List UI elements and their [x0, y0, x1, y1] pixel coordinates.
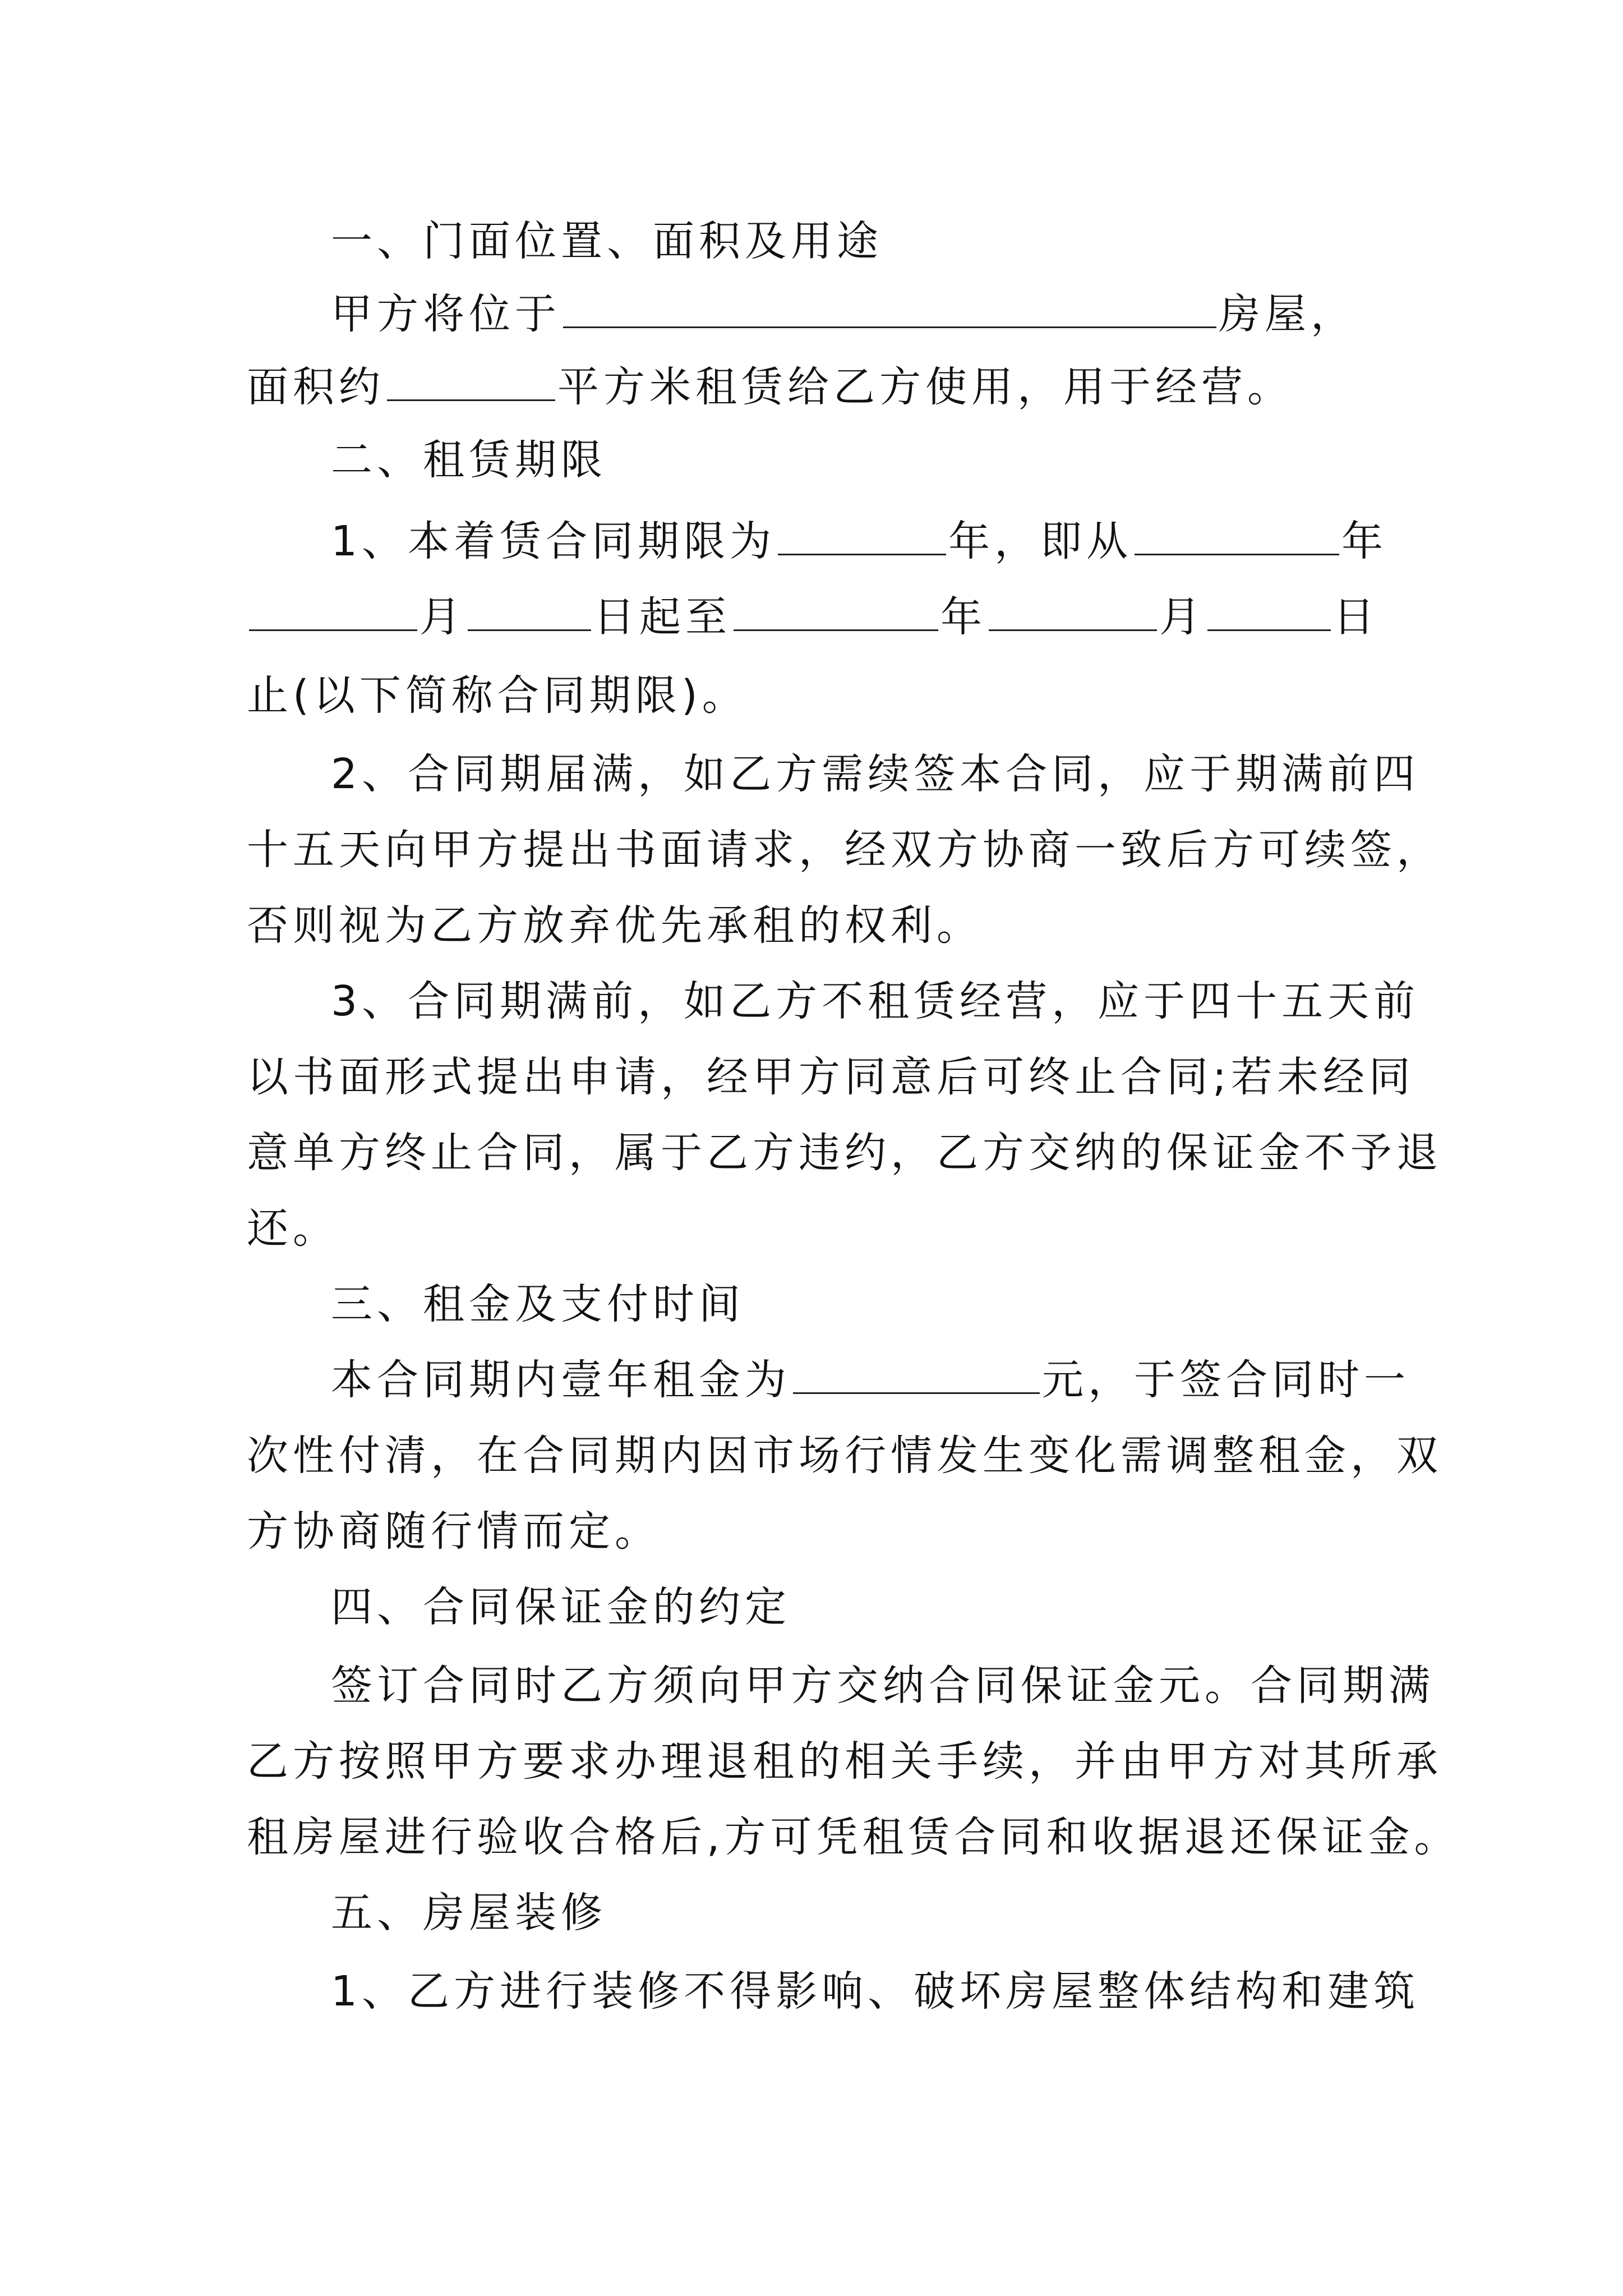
text-segment: 甲方将位于 — [331, 290, 561, 338]
paragraph-line — [331, 740, 1420, 808]
text-segment: 平方米租赁给乙方使用，用于经营。 — [557, 363, 1293, 411]
text-segment: 日 — [1333, 593, 1379, 641]
section-heading-1 — [331, 208, 1402, 275]
text-segment: 1、乙方进行装修不得影响、破坏房屋整体结构和建筑 — [331, 1967, 1420, 2016]
section-heading-3 — [331, 1271, 1402, 1338]
heading-text: 一、门面位置、面积及用途 — [331, 217, 883, 265]
fill-in-blank-years — [778, 514, 946, 555]
text-segment: 十五天向甲方提出书面请求，经双方协商一致后方可续签， — [247, 826, 1442, 874]
text-segment: 2、合同期届满，如乙方需续签本合同，应于期满前四 — [331, 750, 1420, 798]
fill-in-blank-end-day — [1207, 590, 1331, 631]
text-segment: 租房屋进行验收合格后,方可凭租赁合同和收据退还保证金。 — [247, 1813, 1460, 1861]
paragraph-line — [247, 353, 1402, 421]
text-segment: 面积约 — [247, 363, 385, 411]
text-segment: 3、合同期满前，如乙方不租赁经营，应于四十五天前 — [331, 977, 1420, 1025]
heading-text: 三、租金及支付时间 — [331, 1280, 745, 1328]
text-segment: 年，即从 — [948, 517, 1133, 565]
fill-in-blank-area — [387, 360, 555, 401]
text-segment: 意单方终止合同，属于乙方违约，乙方交纳的保证金不予退 — [247, 1129, 1442, 1177]
text-segment: 还。 — [247, 1204, 339, 1253]
paragraph-line — [331, 508, 1402, 575]
paragraph-line — [331, 1652, 1435, 1719]
paragraph-line — [247, 1803, 1460, 1871]
text-segment: 1、本着赁合同期限为 — [331, 517, 776, 565]
text-segment: 房屋， — [1219, 290, 1357, 338]
heading-text: 四、合同保证金的约定 — [331, 1583, 791, 1631]
paragraph-line — [331, 1958, 1420, 2025]
text-segment: 否则视为乙方放弃优先承租的权利。 — [247, 901, 983, 950]
text-segment: 签订合同时乙方须向甲方交纳合同保证金元。合同期满 — [331, 1662, 1435, 1710]
text-segment: 本合同期内壹年租金为 — [331, 1356, 791, 1404]
text-segment: 方协商随行情而定。 — [247, 1507, 661, 1556]
section-heading-2 — [331, 426, 1402, 494]
paragraph-line — [247, 1195, 1402, 1262]
heading-text: 二、租赁期限 — [331, 436, 607, 484]
section-heading-5 — [331, 1879, 1402, 1947]
paragraph-line — [247, 1119, 1442, 1186]
fill-in-blank-start-day — [468, 590, 591, 631]
fill-in-blank-end-year — [734, 590, 938, 631]
text-segment: 次性付清，在合同期内因市场行情发生变化需调整租金，双 — [247, 1432, 1442, 1480]
paragraph-line — [247, 662, 1402, 729]
section-heading-4 — [331, 1573, 1402, 1641]
text-segment: 日起至 — [593, 593, 731, 641]
paragraph-line — [331, 1346, 1410, 1414]
paragraph-line — [247, 1498, 1402, 1565]
fill-in-blank-start-year — [1135, 514, 1339, 555]
text-segment: 元，于签合同时一 — [1042, 1356, 1410, 1404]
text-segment: 止(以下简称合同期限)。 — [247, 671, 748, 720]
paragraph-line — [331, 280, 1402, 348]
paragraph-line — [247, 1043, 1415, 1111]
heading-text: 五、房屋装修 — [331, 1889, 607, 1937]
text-segment: 以书面形式提出申请，经甲方同意后可终止合同;若未经同 — [247, 1053, 1415, 1101]
paragraph-line — [247, 892, 1402, 959]
fill-in-blank-location — [563, 287, 1216, 328]
fill-in-blank-start-month — [249, 590, 417, 631]
fill-in-blank-end-month — [989, 590, 1157, 631]
paragraph-line — [247, 816, 1442, 884]
fill-in-blank-rent — [793, 1353, 1040, 1394]
paragraph-line — [247, 1728, 1442, 1795]
paragraph-line — [247, 1422, 1442, 1489]
text-segment: 年 — [940, 593, 986, 641]
text-segment: 月 — [419, 593, 465, 641]
paragraph-line — [247, 583, 1402, 651]
text-segment: 乙方按照甲方要求办理退租的相关手续，并由甲方对其所承 — [247, 1737, 1442, 1786]
paragraph-line — [331, 968, 1420, 1035]
text-segment: 年 — [1341, 517, 1388, 565]
text-segment: 月 — [1159, 593, 1205, 641]
